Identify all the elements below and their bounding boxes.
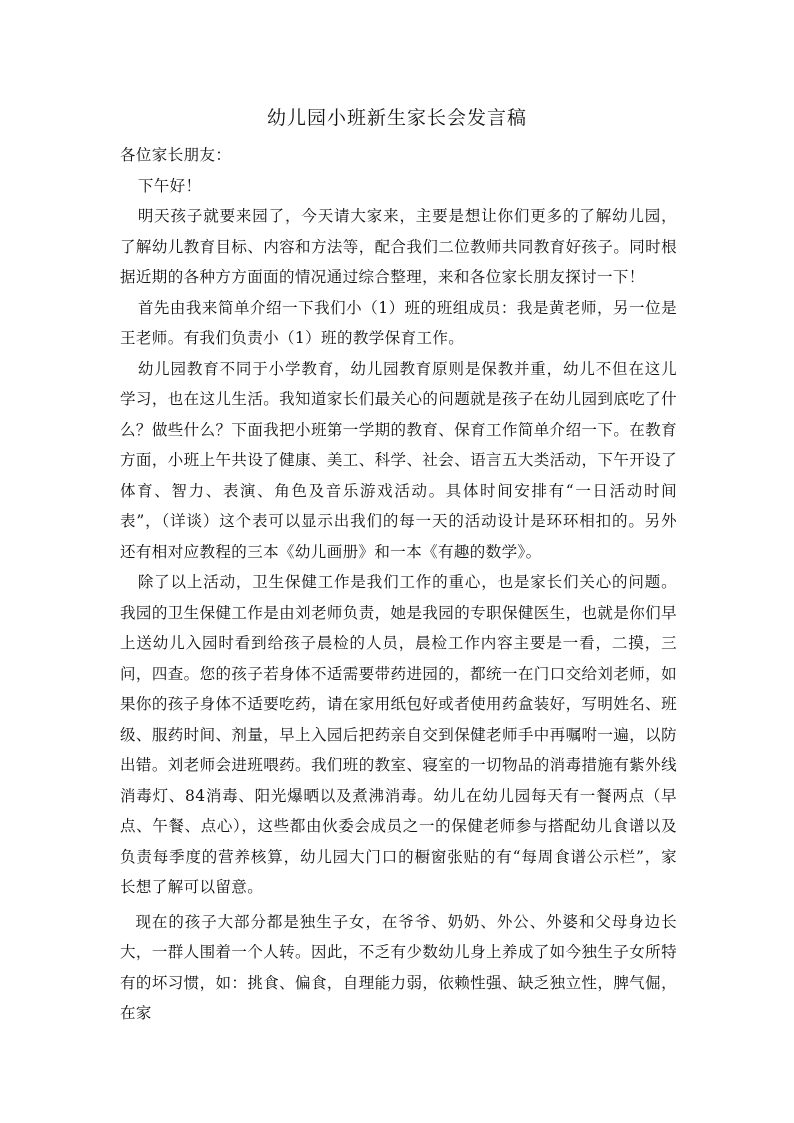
paragraph-health-care: 除了以上活动，卫生保健工作是我们工作的重心，也是家长们关心的问题。我园的卫生保健工作是由刘老师负责，她是我园的专职保健医生，也就是你们早上送幼儿入园时看到给孩子晨检的人员，晨检工作内容主要是一看，二摸，三问，四查。您的孩子若身体不适需要带药进园的，都统一在门口交给刘老师，如果你的孩子身体不适要吃药，请在家用纸包好或者使用药盒装好，写明姓名、班级、服药时间、剂量，早上入园后把药亲自交到保健老师手中再嘱咐一遍，以防出错。刘老师会进班喂药。我们班的教室、寝室的一切物品的消毒措施有紫外线消毒灯、84消毒、阳光爆晒以及煮沸消毒。幼儿在幼儿园每天有一餐两点（早点、午餐、点心），这些都由伙委会成员之一的保健老师参与搭配幼儿食谱以及负责每季度的营养核算，幼儿园大门口的橱窗张贴的有“每周食谱公示栏”，家长想了解可以留意。 — [120, 573, 677, 896]
document-body — [120, 140, 677, 1029]
paragraph-intro: 明天孩子就要来园了，今天请大家来，主要是想让你们更多的了解幼儿园，了解幼儿教育目标、内容和方法等，配合我们二位教师共同教育好孩子。同时根据近期的各种方方面面的情况通过综合整理，来和各位家长朋友探讨一下！ — [120, 207, 677, 286]
salutation: 各位家长朋友： — [120, 146, 232, 164]
paragraph-only-children: 现在的孩子大部分都是独生子女，在爷爷、奶奶、外公、外婆和父母身边长大，一群人围着一个人转。因此，不乏有少数幼儿身上养成了如今独生子女所特有的坏习惯，如：挑食、偏食，自理能力弱，依赖性强、缺乏独立性，脾气倔，在家 — [120, 912, 677, 1022]
document-title: 幼儿园小班新生家长会发言稿 — [266, 107, 527, 129]
paragraph-education: 幼儿园教育不同于小学教育，幼儿园教育原则是保教并重，幼儿不但在这儿学习，也在这儿生活。我知道家长们最关心的问题就是孩子在幼儿园到底吃了什么？做些什么？下面我把小班第一学期的教育、保育工作简单介绍一下。在教育方面，小班上午共设了健康、美工、科学、社会、语言五大类活动，下午开设了体育、智力、表演、角色及音乐游戏活动。具体时间安排有“一日活动时间表”，（详谈）这个表可以显示出我们的每一天的活动设计是环环相扣的。另外还有相对应教程的三本《幼儿画册》和一本《有趣的数学》。 — [120, 359, 677, 561]
greeting: 下午好！ — [137, 176, 202, 195]
paragraph-class-members: 首先由我来简单介绍一下我们小（1）班的班组成员：我是黄老师，另一位是王老师。有我们负责小（1）班的教学保育工作。 — [120, 298, 677, 347]
